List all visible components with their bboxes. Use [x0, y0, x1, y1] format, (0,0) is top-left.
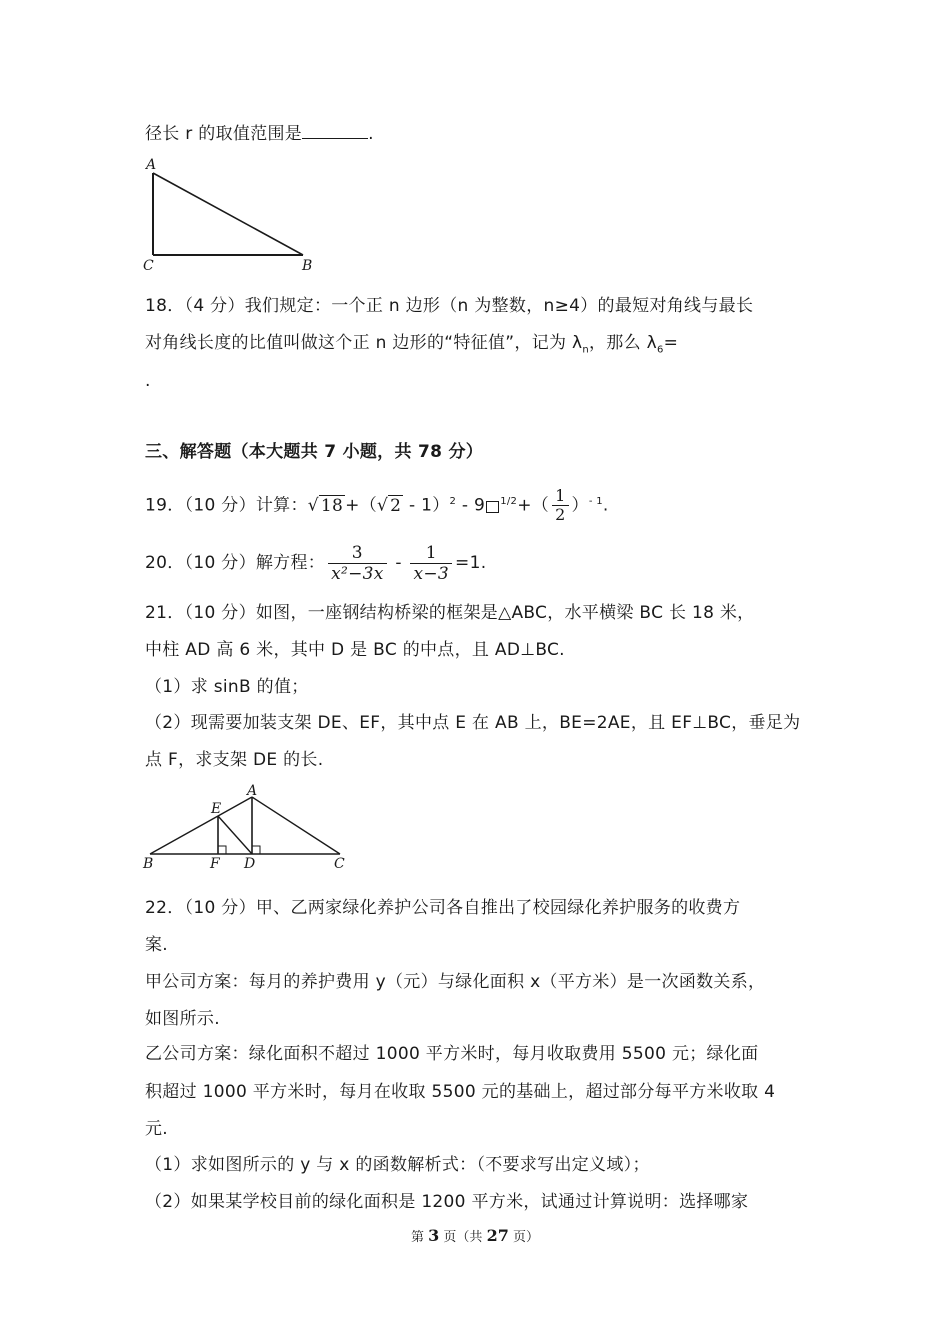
q18-line-1: 18．（4 分）我们规定：一个正 n 边形（n 为整数，n≥4）的最短对角线与最长	[145, 296, 754, 316]
sqrt-18-radicand: 18	[320, 495, 344, 516]
side-AC	[252, 797, 340, 854]
sqrt-18: √ 18	[307, 495, 344, 516]
sqrt-2: √ 2	[377, 495, 402, 516]
q19-prefix: 19．（10 分）计算：	[145, 495, 308, 516]
q18-subscript-6: 6	[656, 344, 664, 356]
q19-plus-1: +（	[345, 495, 378, 516]
footer-mid: 页（共	[439, 1230, 487, 1245]
exponent-half: 1/2	[500, 496, 518, 507]
support-DE	[218, 816, 252, 854]
q22-line-5: 乙公司方案：绿化面积不超过 1000 平方米时，每月收取费用 5500 元；绿化面	[145, 1044, 759, 1064]
q22-line-2: 案.	[145, 935, 169, 955]
fraction-num: 1	[552, 487, 568, 506]
q22-line-1: 22．（10 分）甲、乙两家绿化养护公司各自推出了校园绿化养护服务的收费方	[145, 898, 741, 918]
q22-line-6: 积超过 1000 平方米时，每月在收取 5500 元的基础上，超过部分每平方米收取 4	[145, 1082, 776, 1102]
footer-pre: 第	[411, 1230, 429, 1245]
fraction-1	[328, 543, 387, 584]
q19-end: .	[602, 495, 609, 516]
q18-line-2-b: ，那么 λ	[589, 333, 657, 353]
q21-line-5: 点 F，求支架 DE 的长.	[145, 750, 324, 770]
label-A: A	[247, 783, 258, 799]
q21-line-2: 中柱 AD 高 6 米，其中 D 是 BC 的中点，且 AD⊥BC.	[145, 640, 565, 660]
q18-line-3: .	[145, 371, 151, 391]
q17-tail-text: 径长 r 的取值范围是	[145, 124, 303, 144]
q19-close: ）	[571, 495, 589, 516]
q20-prefix: 20．（10 分）解方程：	[145, 553, 326, 573]
sqrt-2-radicand: 2	[390, 495, 402, 516]
q22-line-3: 甲公司方案：每月的养护费用 y（元）与绿化面积 x（平方米）是一次函数关系，	[145, 972, 766, 992]
fraction-1-num: 3	[328, 543, 387, 564]
fraction-2-den: x−3	[413, 563, 450, 584]
q21-line-4: （2）现需要加装支架 DE、EF，其中点 E 在 AB 上，BE=2AE，且 EF⊥BC，垂足为	[145, 713, 801, 733]
q20-end: =1.	[455, 553, 487, 573]
label-E: E	[211, 801, 222, 817]
q19-minus-1: - 1）	[403, 495, 450, 516]
q18-line-2-a: 对角线长度的比值叫做这个正 n 边形的“特征值”，记为 λ	[145, 333, 583, 353]
fraction-one-half	[552, 487, 568, 524]
figure-17-triangle	[138, 155, 328, 275]
q19-line	[145, 482, 609, 526]
right-angle-F	[218, 846, 226, 854]
fraction-2-num: 1	[410, 543, 452, 564]
q18-subscript-n: n	[582, 344, 589, 356]
side-AB	[153, 173, 303, 255]
footer-post: 页）	[508, 1230, 539, 1245]
q20-line	[145, 540, 486, 586]
side-AB	[150, 797, 252, 854]
exponent-half-num: 1	[500, 496, 507, 507]
q21-line-1: 21．（10 分）如图，一座钢结构桥梁的框架是△ABC，水平横梁 BC 长 18 米，	[145, 603, 755, 623]
fraction-den: 2	[555, 505, 566, 525]
placeholder-box-icon	[486, 501, 499, 513]
label-F: F	[210, 856, 220, 872]
answer-blank	[302, 122, 368, 139]
label-C: C	[334, 856, 345, 872]
label-C: C	[143, 258, 154, 274]
label-A: A	[146, 157, 157, 173]
exponent-half-den: 2	[510, 496, 518, 507]
label-B: B	[143, 856, 154, 872]
fraction-1-den: x²−3x	[331, 563, 384, 584]
q22-line-8: （1）求如图所示的 y 与 x 的函数解析式：（不要求写出定义域）；	[145, 1155, 650, 1175]
exponent-neg-1: - 1	[588, 496, 603, 507]
q21-line-3: （1）求 sinB 的值；	[145, 677, 309, 697]
q18-line-2-c: =	[663, 333, 679, 353]
q17-tail-line	[145, 122, 374, 146]
q20-minus: -	[389, 553, 408, 573]
total-pages: 27	[486, 1226, 509, 1245]
page-number: 3	[428, 1226, 440, 1245]
q19-plus-2: +（	[517, 495, 550, 516]
q22-line-9: （2）如果某学校目前的绿化面积是 1200 平方米，试通过计算说明：选择哪家	[145, 1192, 749, 1212]
q19-minus-2: - 9	[456, 495, 486, 516]
q17-tail-end: .	[368, 124, 374, 144]
right-angle-D	[252, 846, 260, 854]
label-D: D	[244, 856, 256, 872]
label-B: B	[302, 258, 313, 274]
figure-21-bridge	[140, 782, 355, 872]
exponent-2: 2	[449, 496, 457, 507]
page-footer	[0, 1226, 950, 1248]
section-3-heading: 三、解答题（本大题共 7 小题，共 78 分）	[145, 442, 484, 462]
q22-line-4: 如图所示.	[145, 1009, 220, 1029]
q18-line-2	[145, 331, 678, 362]
q22-line-7: 元.	[145, 1119, 169, 1139]
fraction-2	[410, 543, 452, 584]
